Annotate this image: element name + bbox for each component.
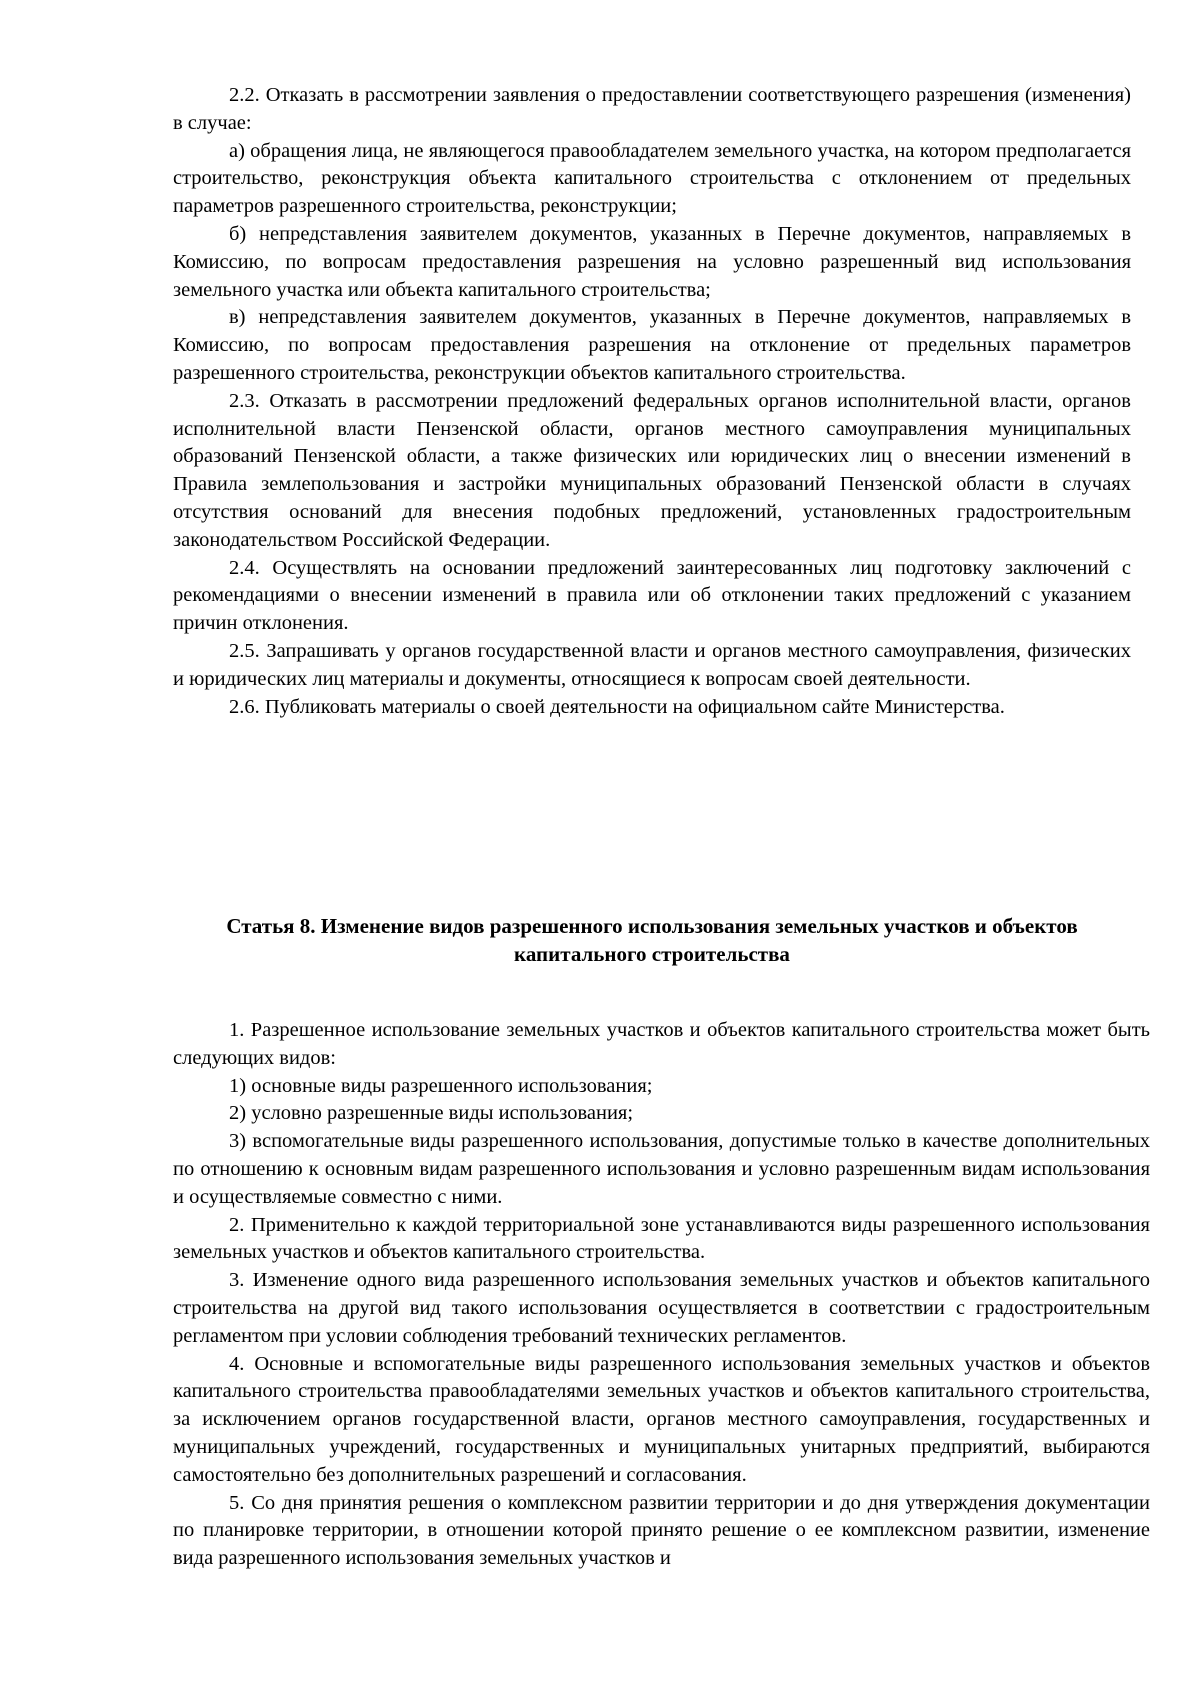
- paragraph-1-3: 3) вспомогательные виды разрешенного использования, допустимые только в качестве дополнительных по отношению к основным видам разрешенного использования и условно разрешенным видам использования и осуществляемые совместно с ними.: [173, 1130, 1150, 1208]
- paragraph-1-1: 1) основные виды разрешенного использования;: [229, 1074, 653, 1097]
- paragraph-1-2: 2) условно разрешенные виды использования;: [229, 1102, 634, 1125]
- paragraph-2-2-v: в) непредставления заявителем документов, указанных в Перечне документов, направляемых в Комиссию, по вопросам предоставления разрешения на отклонение от предельных параметров разрешенного строительства, реконструкции объектов капитального строительства.: [173, 306, 1131, 384]
- paragraph-2-5: 2.5. Запрашивать у органов государственной власти и органов местного самоуправления, физических и юридических лиц материалы и документы, относящиеся к вопросам своей деятельности.: [173, 639, 1131, 690]
- paragraph-2-6: 2.6. Публиковать материалы о своей деятельности на официальном сайте Министерства.: [229, 695, 1005, 718]
- article-8-title: Статья 8. Изменение видов разрешенного использования земельных участков и объектов капитального строительства: [226, 914, 1078, 966]
- paragraph-2-2: 2.2. Отказать в рассмотрении заявления о предоставлении соответствующего разрешения (изменения) в случае:: [173, 84, 1131, 134]
- paragraph-2: 2. Применительно к каждой территориальной зоне устанавливаются виды разрешенного использования земельных участков и объектов капитального строительства.: [173, 1213, 1150, 1264]
- paragraph-2-2-a: а) обращения лица, не являющегося правообладателем земельного участка, на котором предполагается строительство, реконструкция объекта капитального строительства с отклонением от предельных параметров разрешенного строительства, реконструкции;: [173, 139, 1131, 218]
- section-article-8: [173, 1017, 1150, 1573]
- paragraph-1: 1. Разрешенное использование земельных участков и объектов капитального строительства может быть следующих видов:: [173, 1019, 1150, 1069]
- paragraph-2-4: 2.4. Осуществлять на основании предложений заинтересованных лиц подготовку заключений с рекомендациями о внесении изменений в правила или об отклонении таких предложений с указанием причин отклонения.: [173, 556, 1131, 635]
- paragraph-2-2-b: б) непредставления заявителем документов, указанных в Перечне документов, направляемых в Комиссию, по вопросам предоставления разрешения на условно разрешенный вид использования земельного участка или объекта капитального строительства;: [173, 222, 1131, 301]
- paragraph-4: 4. Основные и вспомогательные виды разрешенного использования земельных участков и объектов капитального строительства правообладателями земельных участков и объектов капитального строительства, за исключением органов государственной власти, органов местного самоуправления, государственных и муниципальных учреждений, государственных и муниципальных унитарных предприятий, выбираются самостоятельно без дополнительных разрешений и согласования.: [173, 1352, 1150, 1486]
- paragraph-5: 5. Со дня принятия решения о комплексном развитии территории и до дня утверждения документации по планировке территории, в отношении которой принято решение о ее комплексном развитии, изменение вида разрешенного использования земельных участков и: [173, 1491, 1150, 1570]
- section-powers: [173, 82, 1131, 721]
- paragraph-3: 3. Изменение одного вида разрешенного использования земельных участков и объектов капитального строительства на другой вид такого использования осуществляется в соответствии с градостроительным регламентом при условии соблюдения требований технических регламентов.: [173, 1269, 1150, 1347]
- paragraph-2-3: 2.3. Отказать в рассмотрении предложений федеральных органов исполнительной власти, органов исполнительной власти Пензенской области, органов местного самоуправления муниципальных образований Пензенской области, а также физических или юридических лиц о внесении изменений в Правила землепользования и застройки муниципальных образований Пензенской области в случаях отсутствия оснований для внесения подобных предложений, установленных градостроительным законодательством Российской Федерации.: [173, 389, 1131, 551]
